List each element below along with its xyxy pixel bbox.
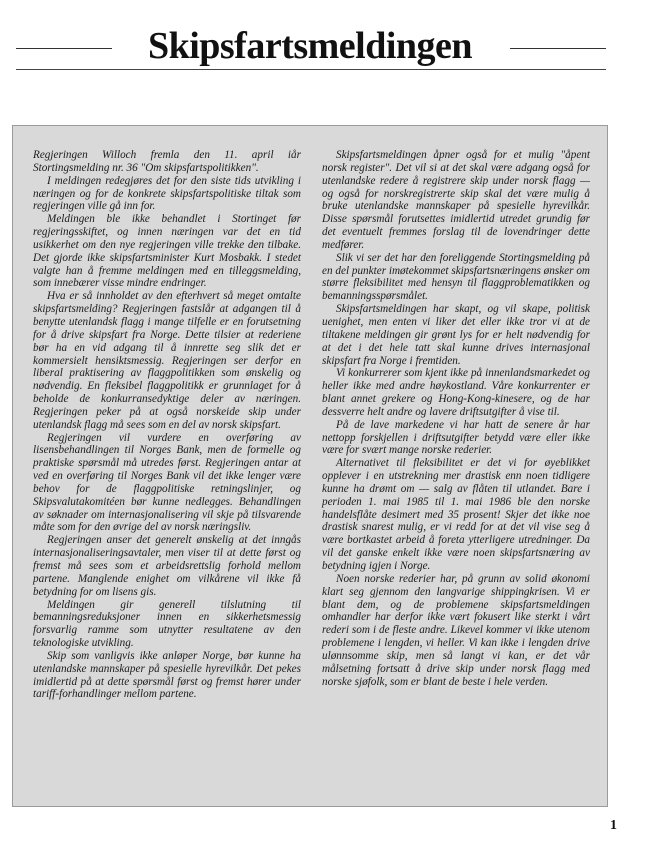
article-column-right <box>322 149 590 688</box>
page-number: 1 <box>610 818 617 833</box>
paragraph: Meldingen gir generell tilslutning til bemanningsreduksjoner innen en sikkerhetsmessig forsvarlig ramme som utnytter resultatene av den teknologiske utvikling. <box>33 598 301 650</box>
paragraph: Vi konkurrerer som kjent ikke på innenlandsmarkedet og heller ikke med andre høykostland. Våre konkurrenter er blant annet grekere og Hong-Kong-kinesere, og de har dessverre helt andre og lavere driftsutgifter å vise til. <box>322 367 590 418</box>
paragraph: Skip som vanligvis ikke anløper Norge, bør kunne ha utenlandske mannskaper på spesielle hyrevilkår. Det pekes imidlertid på at dette spørsmål først og fremst hører under tariff-forhandlinger mellom partene. <box>33 649 301 701</box>
paragraph: Alternativet til fleksibilitet er det vi for øyeblikket opplever i en utstrekning mer drastisk enn noen tidligere kunne ha drømt om — salg av flåten til utlandet. Bare i perioden 1. mai 1985 til 1. mai 1986 ble den norske handelsflåte desimert med 35 prosent! Skjer det ikke noe drastisk snarest mulig, er vi redd for at det vil vise seg å være bortkastet arbeid å foreta ytterligere utredninger. Da vil det ganske enkelt ikke være noen skipsfartsnæring av betydning igjen i Norge. <box>322 457 590 572</box>
paragraph: Noen norske rederier har, på grunn av solid økonomi klart seg gjennom den langvarige shippingkrisen. Vi er blant dem, og de problemene skipsfartsmeldingen omhandler har derfor ikke vært fokusert like sterkt i vårt rederi som i de fleste andre. Likevel kommer vi ikke utenom problemene i lengden, vi heller. Vi kan ikke i lengden drive ulønnsomme skip, men så langt vi kan, er det vår målsetning fortsatt å drive skip under norsk flagg med norske sjøfolk, som er blant de beste i hele verden. <box>322 572 590 688</box>
article-column-left <box>33 149 301 701</box>
paragraph: Slik vi ser det har den foreliggende Stortingsmelding på en del punkter imøtekommet skipsfartsnæringens ønsker om større fleksibilitet med hensyn til flaggproblematikken og bemanningsspørsmålet. <box>322 251 590 303</box>
paragraph: Skipsfartsmeldingen åpner også for et mulig "åpent norsk register". Det vil si at det skal være adgang også for utenlandske redere å registrere skip under norsk flagg — og også for norskregistrerte skip skal det være mulig å bruke utenlandske mannskaper på spesielle hyrevilkår. Disse spørsmål forutsettes imidlertid utredet grundig før det eventuelt fremmes forslag til de lovendringer dette medfører. <box>322 149 590 251</box>
article-panel <box>12 125 608 807</box>
paragraph: Regjeringen Willoch fremla den 11. april iår Stortingsmelding nr. 36 "Om skipsfartspolitikken". <box>33 149 301 174</box>
paragraph: Meldingen ble ikke behandlet i Stortinget før regjeringsskiftet, og innen næringen var det en tid usikkerhet om den nye regjeringen ville trekke den tilbake. Det gjorde ikke skipsfartsminister Kurt Mosbakk. I stedet valgte han å fremme meldingen med en tilleggsmelding, som innebærer visse mindre endringer. <box>33 213 301 290</box>
paragraph: På de lave markedene vi har hatt de senere år har nettopp forskjellen i driftsutgifter betydd være eller ikke være for svært mange norske rederier. <box>322 418 590 457</box>
paragraph: Regjeringen vil vurdere en overføring av lisensbehandlingen til Norges Bank, men de formelle og praktiske spørsmål må utredes først. Regjeringen antar at ved en overføring til Norges Bank vil det ikke lenger være behov for de flaggpolitiske retningslinjer, og Skipsvalutakomitéen bør kunne nedlegges. Behandlingen av søknader om internasjonalisering vil skje på tilsvarende måte som for den øvrige del av norsk næringsliv. <box>33 431 301 534</box>
paragraph: Regjeringen anser det generelt ønskelig at det inngås internasjonaliseringsavtaler, men viser til at dette først og fremst må sees som et arbeidsrettslig forhold mellom partene. Manglende enighet om vilkårene vil ikke få betydning for om lisens gis. <box>33 534 301 598</box>
page-header <box>0 22 650 74</box>
header-rule-right <box>510 48 606 49</box>
paragraph: I meldingen redegjøres det for den siste tids utvikling i næringen og for de konkrete skipsfartspolitiske tiltak som regjeringen ville gå inn for. <box>33 174 301 213</box>
paragraph: Skipsfartsmeldingen har skapt, og vil skape, politisk uenighet, men enten vi liker det eller ikke tror vi at de tiltakene meldingen gir grønt lys for er helt nødvendig for at det i det hele tatt skal kunne drives internasjonal skipsfart fra Norge i fremtiden. <box>322 303 590 367</box>
paragraph: Hva er så innholdet av den efterhvert så meget omtalte skipsfartsmelding? Regjeringen fastslår at adgangen til å benytte utenlandsk flagg i mange tilfelle er en forutsetning for å drive skipsfart fra Norge. Dette tilsier at rederiene bør ha en vid adgang til å innrette seg slik det er kommersielt hensiktsmessig. Regjeringen ser derfor en liberal praktisering av flaggpolitikken som ønskelig og nødvendig. En fleksibel flaggpolitikk er grunnlaget for å beholde de konkurransedyktige deler av næringen. Regjeringen peker på at også norskeide skip under utenlandsk flagg må sees som en del av norsk skipsfart. <box>33 290 301 431</box>
page-title: Skipsfartsmeldingen <box>147 25 473 67</box>
title-underline <box>16 69 606 70</box>
